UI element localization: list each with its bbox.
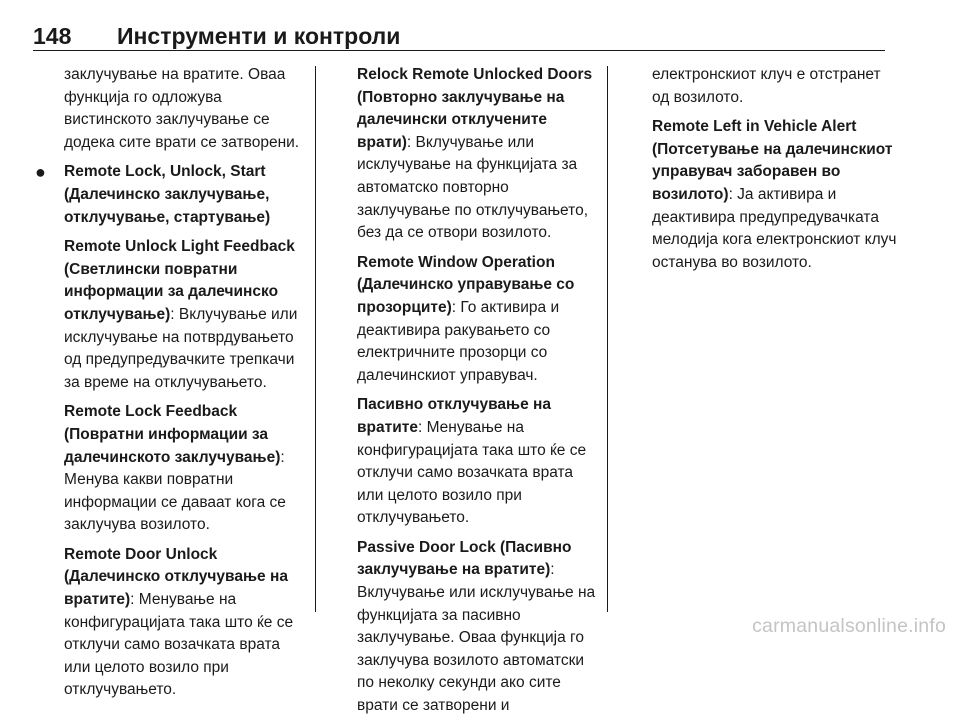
col3-intro-paragraph: електронскиот клуч е отстранет од возилото. bbox=[652, 66, 881, 106]
watermark: carmanualsonline.info bbox=[752, 615, 946, 637]
bullet-icon: ● bbox=[35, 162, 46, 183]
setting-heading: Remote Lock Feedback (Повратни информации за далечинското заклучување) bbox=[64, 403, 281, 466]
column-divider-2 bbox=[607, 66, 608, 612]
column-3 bbox=[652, 64, 897, 281]
column-2 bbox=[357, 64, 601, 725]
page-title: Инструменти и контроли bbox=[117, 23, 401, 49]
bullet-heading: Remote Lock, Unlock, Start (Далечинско заклучување, отклучување, стартување) bbox=[64, 163, 271, 226]
setting-remote-left-in-vehicle-alert bbox=[652, 116, 897, 274]
setting-description: : Менува какви повратни информации се даваат кога се заклучува возилото. bbox=[64, 448, 286, 534]
setting-passive-door-lock bbox=[357, 537, 601, 718]
setting-heading: Passive Door Lock (Пасивно заклучување на вратите) bbox=[357, 538, 572, 579]
setting-passive-door-unlock bbox=[357, 394, 601, 530]
column-1 bbox=[35, 64, 310, 709]
setting-description: : Менување на конфигурацијата така што ќе се отклучи само возачката врата или целото возило при отклучувањето. bbox=[64, 591, 294, 699]
setting-description: : Ја активира и деактивира предупредувачката мелодија кога електронскиот клуч останува во возилото. bbox=[652, 185, 897, 271]
column-divider-1 bbox=[315, 66, 316, 612]
page-header bbox=[33, 22, 885, 52]
setting-heading: Remote Unlock Light Feedback (Светлински повратни информации за далечинско отклучување) bbox=[64, 238, 295, 323]
setting-heading: Remote Window Operation (Далечинско управување со прозорците) bbox=[357, 253, 575, 316]
setting-heading: Пасивно отклучување на вратите bbox=[357, 396, 551, 436]
bullet-item-remote-lock bbox=[35, 161, 310, 229]
setting-heading: Remote Door Unlock (Далечинско отклучување на вратите) bbox=[64, 545, 288, 609]
header-divider bbox=[33, 50, 885, 51]
setting-remote-window-operation bbox=[357, 252, 601, 388]
setting-remote-door-unlock bbox=[64, 544, 310, 702]
setting-description: : Менување на конфигурацијата така што ќе се отклучи само возачката врата или целото возило при отклучувањето. bbox=[357, 418, 587, 527]
setting-description: : Вклучување или исклучување на потврдувањето од предупредувачките трепкачи за време на отклучувањето. bbox=[64, 305, 298, 391]
setting-heading: Relock Remote Unlocked Doors (Повторно заклучување на далечински отклучените врати) bbox=[357, 66, 593, 151]
setting-relock-remote-unlocked-doors bbox=[357, 64, 601, 245]
setting-description: : Вклучување или исклучување на функцијата за пасивно заклучување. Оваа функција го заклучува возилото автоматски по неколку секунди ако сите врати се затворени и bbox=[357, 561, 596, 715]
setting-description: : Вклучување или исклучување на функцијата за автоматско повторно заклучување по отклучувањето, без да се отвори возилото. bbox=[357, 133, 589, 242]
col1-intro-paragraph: заклучување на вратите. Оваа функција го одложува вистинското заклучување се додека сите врати се затворени. bbox=[64, 66, 300, 151]
page-number: 148 bbox=[33, 23, 72, 49]
setting-remote-unlock-light-feedback bbox=[64, 236, 310, 394]
setting-description: : Го активира и деактивира ракувањето со електричните прозорци со далечинскиот управувач. bbox=[357, 298, 560, 384]
setting-heading: Remote Left in Vehicle Alert (Потсетување на далечинскиот управувач заборавен во возилото) bbox=[652, 118, 893, 203]
setting-remote-lock-feedback bbox=[64, 401, 310, 537]
